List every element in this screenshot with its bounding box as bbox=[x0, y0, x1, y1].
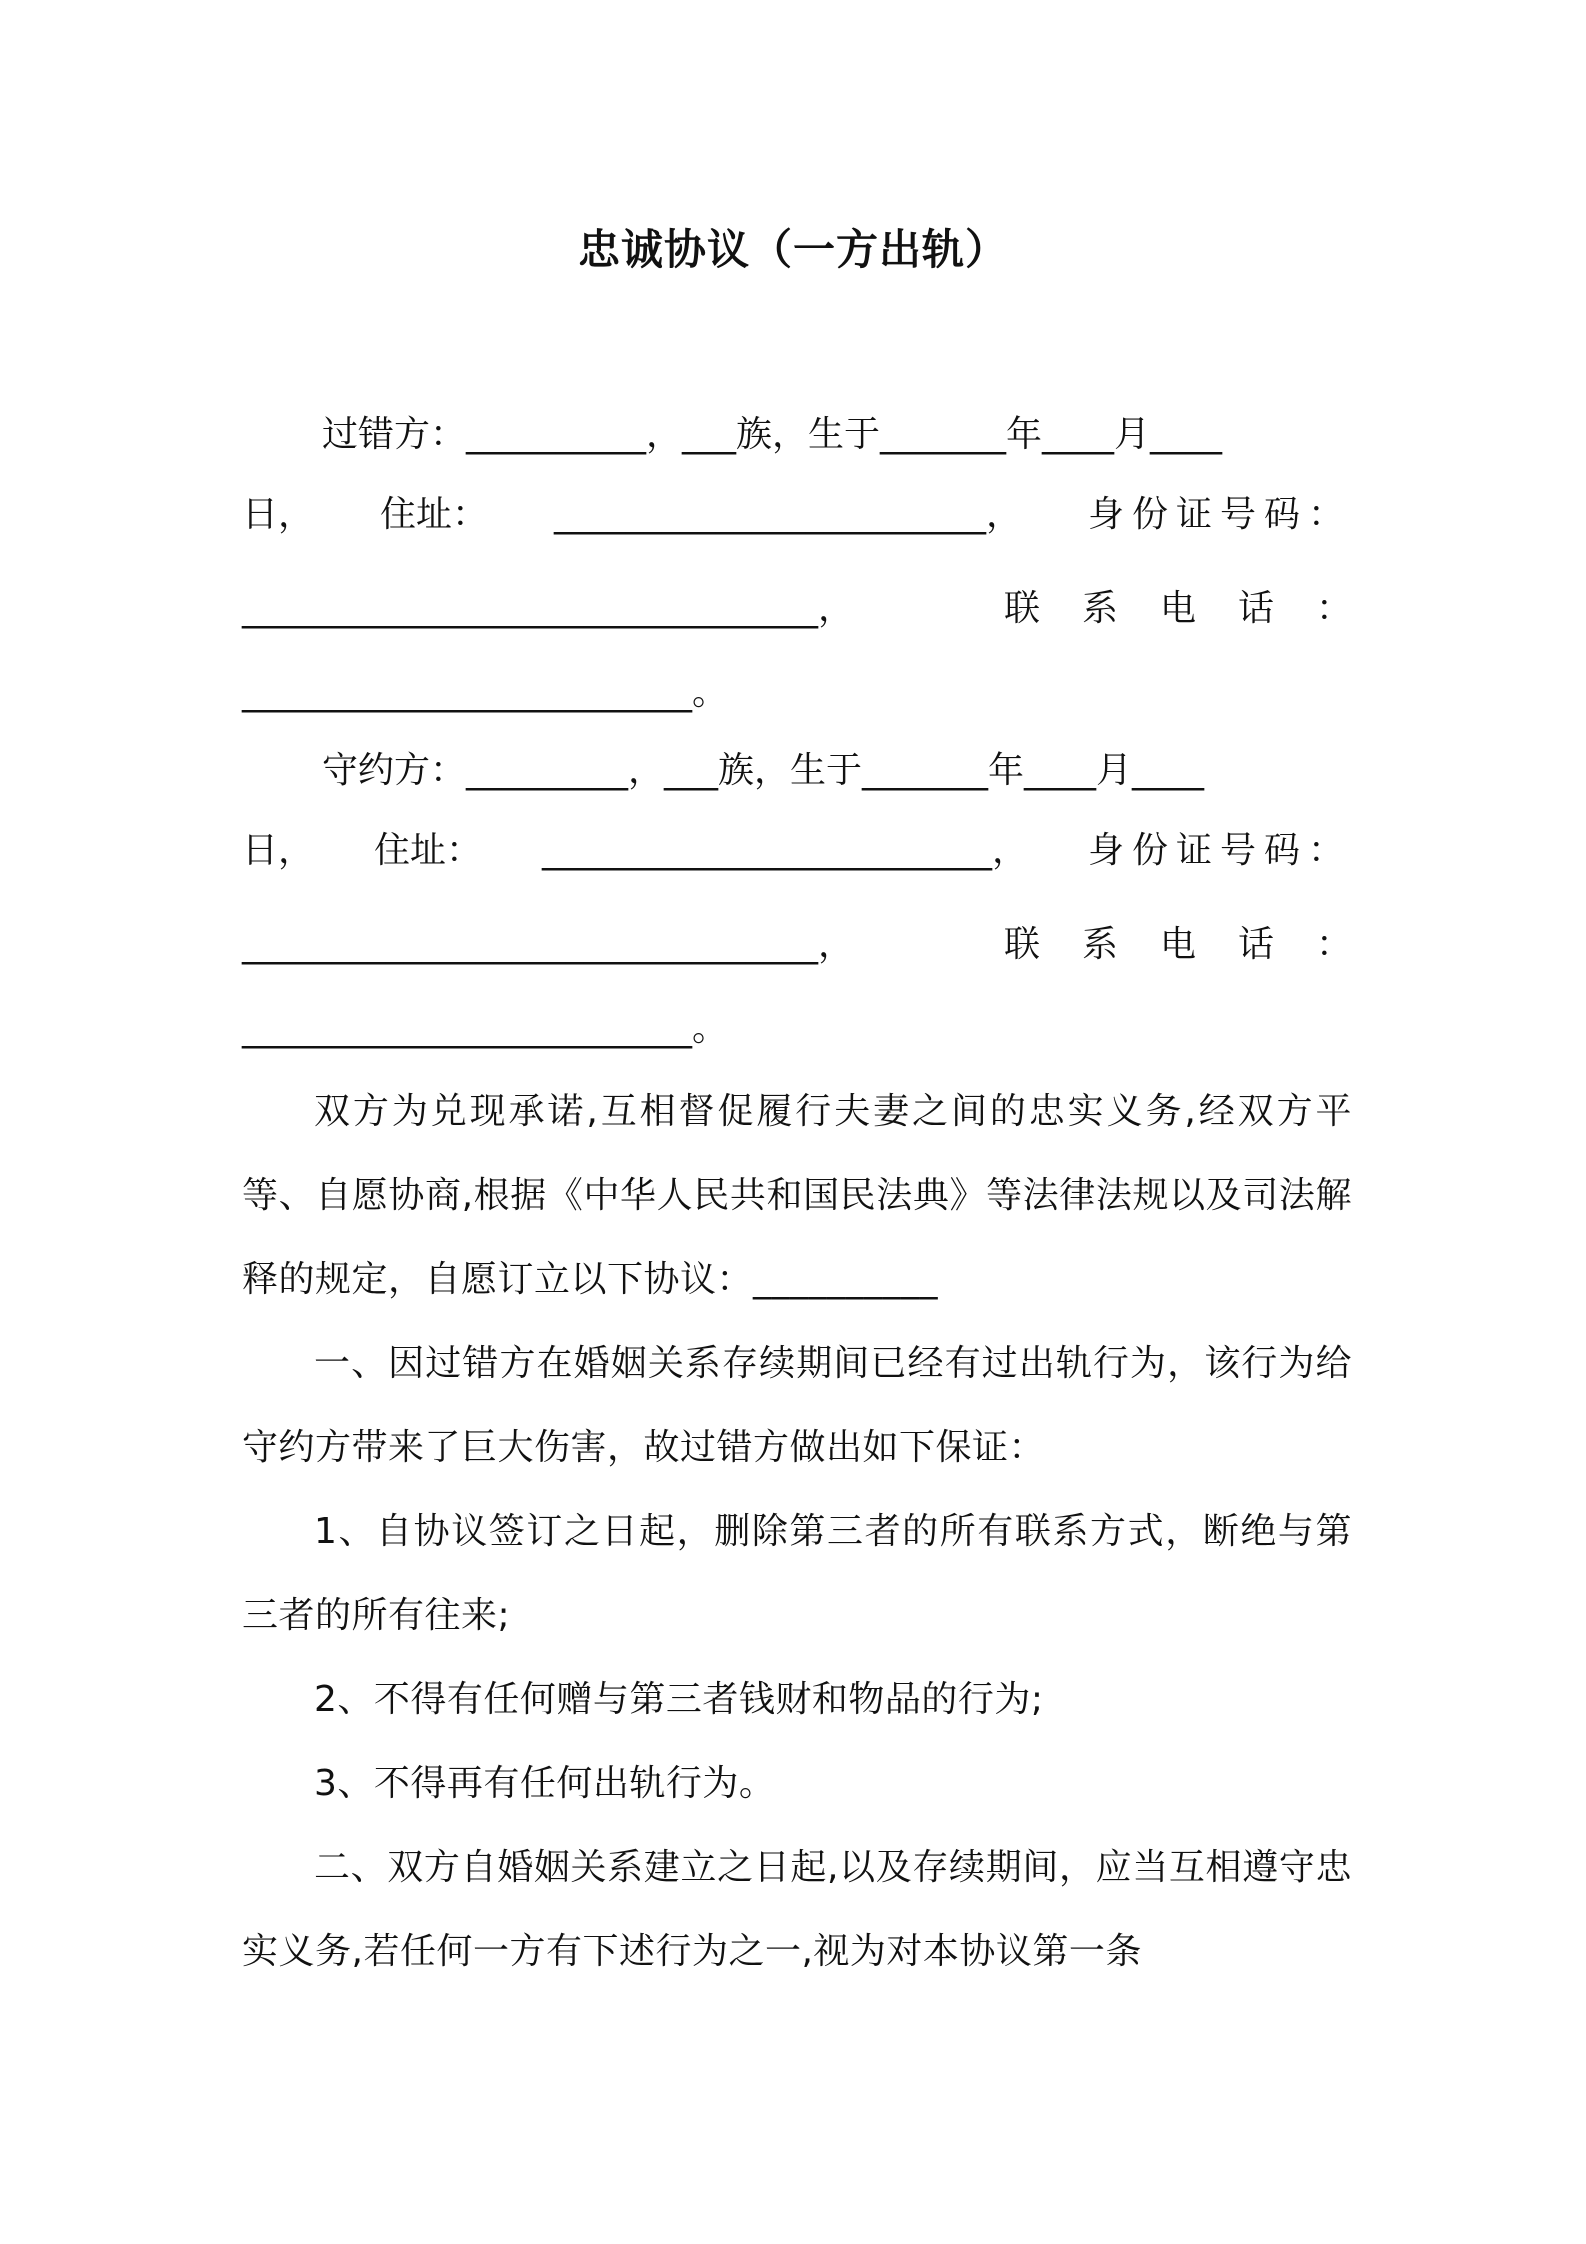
party-b-line-3 bbox=[242, 920, 1394, 970]
paragraph-article-1: 一、因过错方在婚姻关系存续期间已经有过出轨行为，该行为给守约方带来了巨大伤害，故过错方做出如下保证： bbox=[242, 1343, 1352, 1468]
party-a-line-4: _________________________。 bbox=[242, 672, 728, 713]
party-a-address-label: 住址： bbox=[380, 494, 489, 535]
paragraph-item-3: 3、不得再有任何出轨行为。 bbox=[314, 1763, 776, 1804]
party-a-line-3 bbox=[242, 584, 1394, 634]
party-b-id-label: 身份证号码： bbox=[1087, 830, 1352, 871]
party-a-line-1: 过错方：__________，___族，生于_______年____月____ bbox=[322, 414, 1223, 455]
paragraph-item-1: 1、自协议签订之日起，删除第三者的所有联系方式，断绝与第三者的所有往来; bbox=[242, 1511, 1352, 1636]
party-b-line-4: _________________________。 bbox=[242, 1008, 728, 1049]
document-title: 忠诚协议（一方出轨） bbox=[577, 225, 1008, 274]
party-b-line-2 bbox=[242, 826, 1352, 876]
party-a-line-2 bbox=[242, 490, 1352, 540]
party-a-id-label: 身份证号码： bbox=[1087, 494, 1352, 535]
party-b-address-label: 住址： bbox=[374, 830, 483, 871]
party-b-phone-label: 联系电话： bbox=[1003, 924, 1394, 965]
paragraph-preamble: 双方为兑现承诺,互相督促履行夫妻之间的忠实义务,经双方平等、自愿协商,根据《中华人民共和国民法典》等法律法规以及司法解释的规定，自愿订立以下协议：__________ bbox=[242, 1091, 1352, 1300]
paragraph-item-2: 2、不得有任何赠与第三者钱财和物品的行为; bbox=[314, 1679, 1044, 1720]
party-b-day-label: 日， bbox=[242, 830, 315, 871]
party-b-address-blank: _________________________， bbox=[542, 830, 1028, 871]
party-b-line-1: 守约方：_________，___族，生于_______年____月____ bbox=[322, 750, 1205, 791]
party-a-day-label: 日， bbox=[242, 494, 315, 535]
party-a-address-blank: ________________________， bbox=[554, 494, 1022, 535]
party-a-id-blank: ________________________________， bbox=[242, 588, 854, 629]
party-b-id-blank: ________________________________， bbox=[242, 924, 854, 965]
paragraph-article-2: 二、双方自婚姻关系建立之日起,以及存续期间，应当互相遵守忠实义务,若任何一方有下述行为之一,视为对本协议第一条 bbox=[242, 1847, 1352, 1972]
party-a-phone-label: 联系电话： bbox=[1003, 588, 1394, 629]
